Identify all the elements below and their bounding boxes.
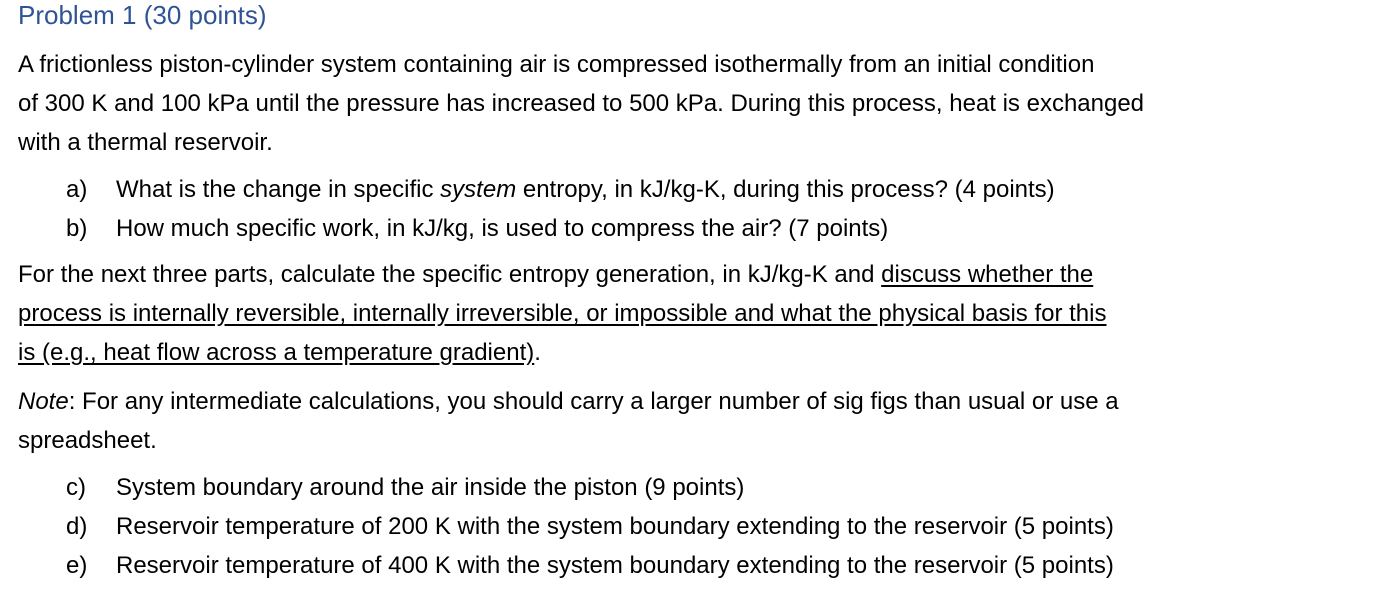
instructions-line [18, 294, 1106, 333]
intro-line: with a thermal reservoir. [18, 129, 273, 156]
instructions-line [18, 333, 1106, 372]
note-label: Note [18, 388, 69, 415]
note-paragraph [18, 382, 1119, 460]
instructions-text: For the next three parts, calculate the specific entropy generation, in kJ/kg-K and [18, 261, 882, 288]
list-marker: c) [66, 474, 86, 501]
underlined-text: discuss whether the [881, 261, 1094, 288]
intro-line: A frictionless piston-cylinder system containing air is compressed isothermally from an initial condition [18, 51, 1095, 78]
list-marker: a) [66, 176, 88, 203]
intro-line: of 300 K and 100 kPa until the pressure has increased to 500 kPa. During this process, heat is exchanged [18, 90, 1145, 117]
instructions-line [18, 255, 1106, 294]
note-text: : For any intermediate calculations, you should carry a larger number of sig figs than usual or use a [68, 388, 1119, 415]
question-text [116, 170, 1055, 209]
question-text-start: What is the change in specific [116, 176, 441, 203]
instructions-paragraph [18, 255, 1106, 372]
question-text-end: entropy, in kJ/kg-K, during this process? (4 points) [516, 176, 1055, 203]
problem-heading: Problem 1 (30 points) [18, 0, 267, 30]
list-marker: e) [66, 552, 88, 579]
question-text: Reservoir temperature of 400 K with the system boundary extending to the reservoir (5 points) [116, 552, 1114, 579]
instructions-text: . [534, 339, 541, 366]
intro-paragraph [18, 45, 1144, 162]
underlined-text: is (e.g., heat flow across a temperature gradient) [18, 339, 535, 366]
note-line: spreadsheet. [18, 427, 157, 454]
list-marker: b) [66, 215, 88, 242]
note-line [18, 382, 1119, 421]
underlined-text: process is internally reversible, internally irreversible, or impossible and what the physical basis for this [18, 300, 1107, 327]
emphasized-word: system [440, 176, 517, 203]
question-text: System boundary around the air inside the piston (9 points) [116, 474, 745, 501]
question-text: How much specific work, in kJ/kg, is used to compress the air? (7 points) [116, 215, 889, 242]
question-text: Reservoir temperature of 200 K with the system boundary extending to the reservoir (5 points) [116, 513, 1114, 540]
list-marker: d) [66, 513, 88, 540]
